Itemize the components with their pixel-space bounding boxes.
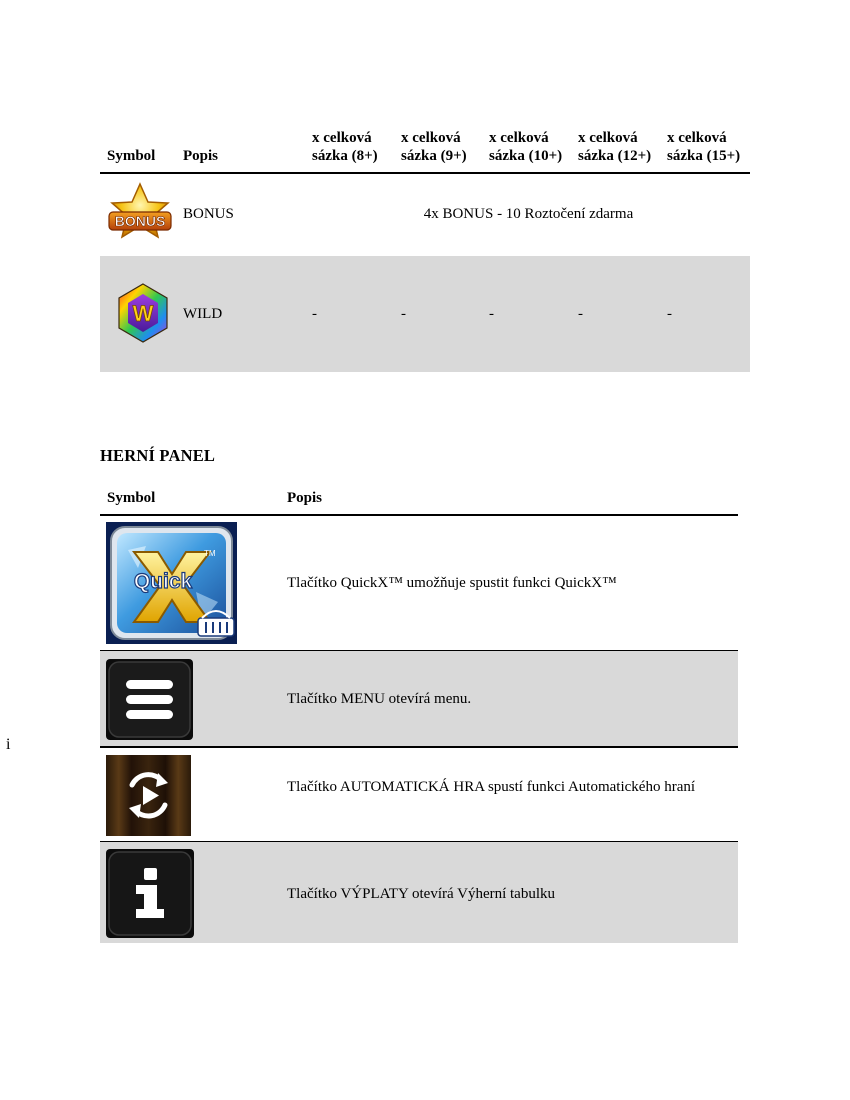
header-description: Popis	[183, 148, 219, 164]
bonus-star-icon	[107, 182, 173, 249]
wild-value-8: -	[312, 306, 317, 322]
wild-name: WILD	[183, 306, 223, 322]
paytable-row-wild	[100, 256, 750, 372]
game-panel-row-menu	[100, 651, 738, 748]
menu-button-icon	[106, 659, 193, 745]
header-col-15: x celková sázka (15+)	[667, 130, 741, 164]
paytable	[100, 100, 750, 372]
autoplay-description: Tlačítko AUTOMATICKÁ HRA spustí funkci Automatického hraní	[287, 779, 696, 795]
game-panel-table	[6, 488, 738, 943]
svg-text:TM: TM	[204, 549, 216, 558]
paytable-header	[100, 100, 750, 174]
wild-value-9: -	[401, 306, 406, 322]
autoplay-button-icon	[106, 755, 191, 841]
game-panel-row-autoplay	[100, 748, 738, 842]
header-col-12: x celková sázka (12+)	[578, 130, 652, 164]
header-col-10: x celková sázka (10+)	[489, 130, 563, 164]
header-col-8: x celková sázka (8+)	[312, 130, 378, 164]
header-symbol: Symbol	[107, 490, 156, 506]
quickx-button-icon	[106, 522, 237, 649]
section-title: HERNÍ PANEL	[100, 446, 216, 465]
wild-gem-icon	[116, 282, 170, 349]
info-description: Tlačítko VÝPLATY otevírá Výherní tabulku	[287, 886, 556, 902]
svg-text:W: W	[132, 301, 154, 326]
svg-text:i: i	[6, 736, 11, 753]
game-panel-row-quickx	[100, 516, 738, 651]
header-symbol: Symbol	[107, 148, 156, 164]
info-button-icon	[6, 736, 194, 943]
wild-value-10: -	[489, 306, 494, 322]
wild-value-15: -	[667, 306, 672, 322]
svg-text:Quick: Quick	[133, 570, 193, 593]
header-col-9: x celková sázka (9+)	[401, 130, 467, 164]
menu-description: Tlačítko MENU otevírá menu.	[287, 691, 472, 707]
wild-value-12: -	[578, 306, 583, 322]
svg-text:BONUS: BONUS	[114, 213, 166, 229]
bonus-name: BONUS	[183, 206, 234, 222]
bonus-merged-value: 4x BONUS - 10 Roztočení zdarma	[423, 206, 634, 222]
paytable-row-bonus	[100, 174, 750, 256]
quickx-description: Tlačítko QuickX™ umožňuje spustit funkci QuickX™	[287, 575, 617, 591]
game-panel-header	[100, 488, 738, 516]
header-description: Popis	[287, 490, 323, 506]
